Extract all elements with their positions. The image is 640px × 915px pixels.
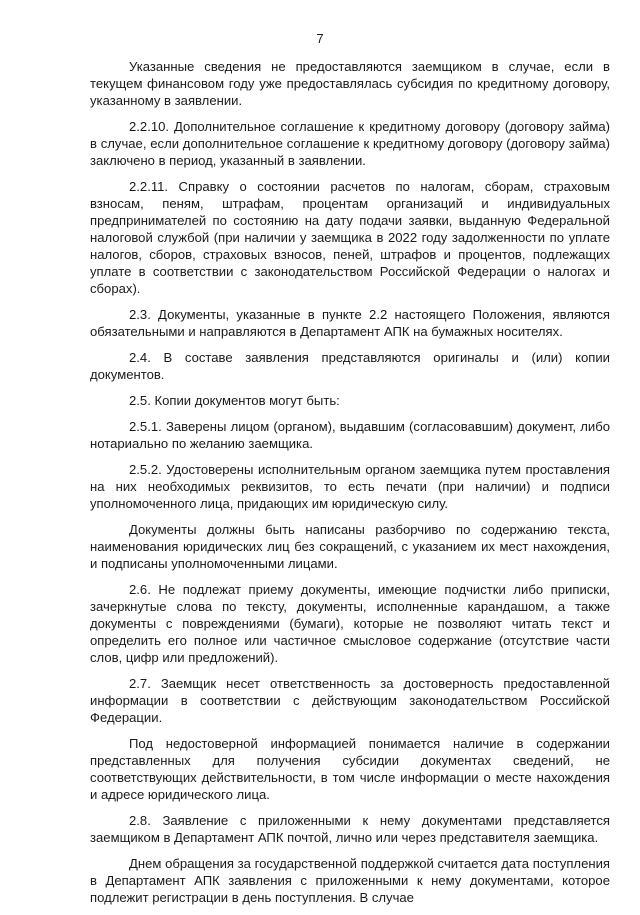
page-number: 7: [316, 31, 324, 46]
paragraph-2-8: 2.8. Заявление с приложенными к нему документами представляется заемщиком в Департамент АПК почтой, лично или через представителя заемщика.: [90, 813, 610, 845]
paragraph-documents-legible: Документы должны быть написаны разборчиво по содержанию текста, наименования юридических лиц без сокращений, с указанием их мест нахождения, и подписаны уполномоченными лицами.: [90, 522, 610, 571]
paragraph-2-3: 2.3. Документы, указанные в пункте 2.2 настоящего Положения, являются обязательными и направляются в Департамент АПК на бумажных носителях.: [90, 307, 610, 339]
paragraph-2-5-2: 2.5.2. Удостоверены исполнительным органом заемщика путем проставления на них необходимых реквизитов, то есть печати (при наличии) и подписи уполномоченного лица, придающих им юридическую силу.: [90, 462, 610, 511]
paragraph-2-2-11: 2.2.11. Справку о состоянии расчетов по налогам, сборам, страховым взносам, пеням, штрафам, процентам организаций и индивидуальных предпринимателей по состоянию на дату подачи заявки, выданную Федеральной налоговой службой (при наличии у заемщика в 2022 году задолженности по уплате налогов, сборов, страховых взносов, пеней, штрафов и процентов, подлежащих уплате в соответствии с законодательством Российской Федерации о налогах и сборах).: [90, 179, 610, 296]
paragraph-2-5-1: 2.5.1. Заверены лицом (органом), выдавшим (согласовавшим) документ, либо нотариально по желанию заемщика.: [90, 419, 610, 451]
document-body: [90, 58, 610, 915]
paragraph-2-6: 2.6. Не подлежат приему документы, имеющие подчистки либо приписки, зачеркнутые слова по тексту, документы, исполненные карандашом, а также документы с повреждениями (бумаги), которые не позволяют читать текст и определить его полное или частичное смысловое содержание (отсутствие части слов, цифр или предложений).: [90, 582, 610, 665]
paragraph-2-2-10: 2.2.10. Дополнительное соглашение к кредитному договору (договору займа) в случае, если дополнительное соглашение к кредитному договору (договору займа) заключено в период, указанный в заявлении.: [90, 119, 610, 168]
paragraph-false-information: Под недостоверной информацией понимается наличие в содержании представленных для получения субсидии документах сведений, не соответствующих действительности, в том числе информации о месте нахождения и адресе юридического лица.: [90, 736, 610, 802]
paragraph-date-of-application: Днем обращения за государственной поддержкой считается дата поступления в Департамент АПК заявления с приложенными к нему документами, которое подлежит регистрации в день поступления. В случае: [90, 856, 610, 905]
paragraph-2-5: 2.5. Копии документов могут быть:: [129, 393, 340, 408]
paragraph-2-7: 2.7. Заемщик несет ответственность за достоверность предоставленной информации в соответствии с действующим законодательством Российской Федерации.: [90, 676, 610, 725]
paragraph-info-not-provided: Указанные сведения не предоставляются заемщиком в случае, если в текущем финансовом году уже предоставлялась субсидия по кредитному договору, указанному в заявлении.: [90, 59, 610, 108]
paragraph-2-4: 2.4. В составе заявления представляются оригиналы и (или) копии документов.: [90, 350, 610, 382]
